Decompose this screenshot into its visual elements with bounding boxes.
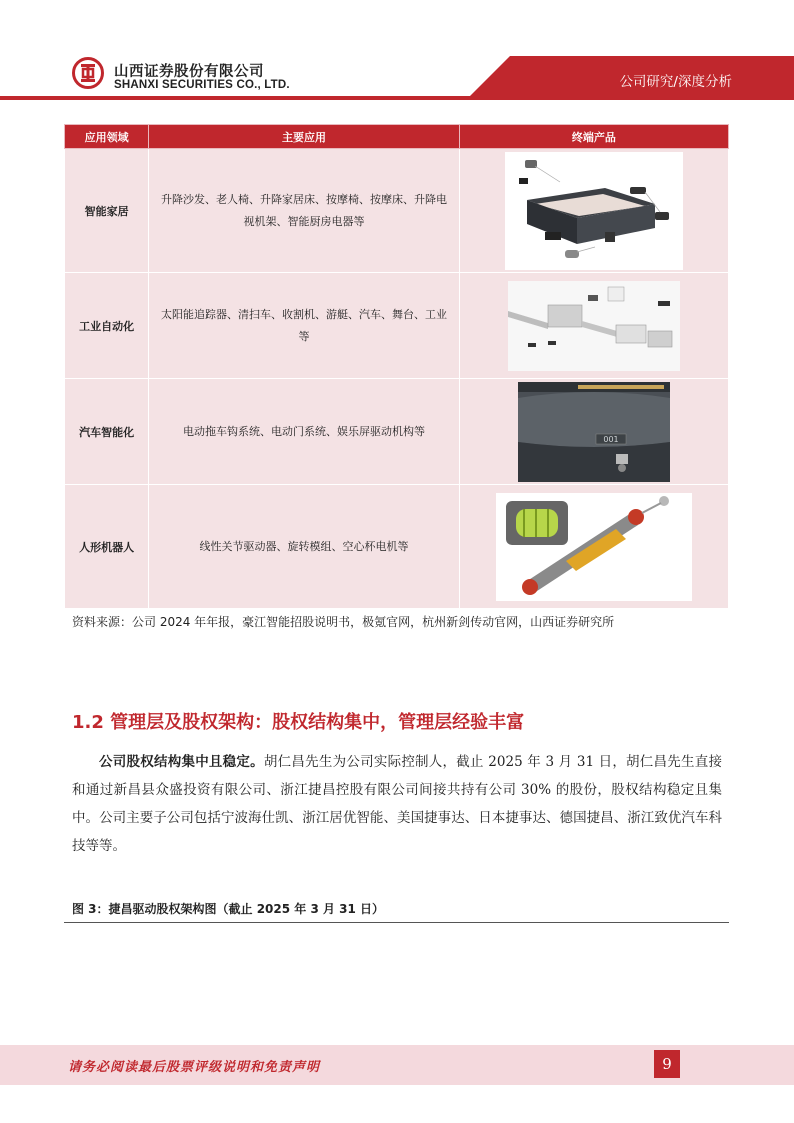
page-header [0,0,794,104]
page-number: 9 [654,1050,680,1078]
plate-number: 001 [603,434,619,444]
source-note: 资料来源：公司 2024 年年报，豪江智能招股说明书，极氪官网，杭州新剑传动官网，山西证券研究所 [72,615,615,629]
header-product: 终端产品 [459,125,728,149]
table-row [65,149,729,273]
figure-caption: 图 3：捷昌驱动股权架构图（截止 2025 年 3 月 31 日） [72,902,385,916]
section-title: 1.2 管理层及股权架构：股权结构集中，管理层经验丰富 [72,712,525,733]
smart-bed-image [505,152,683,270]
header-domain: 应用领域 [65,125,149,149]
report-type: 公司研究/深度分析 [619,74,732,90]
header-application: 主要应用 [149,125,460,149]
robot-actuator-image [496,493,692,601]
company-name-en: SHANXI SECURITIES CO., LTD. [114,79,290,91]
domain-cell: 工业自动化 [65,273,149,379]
figure-divider [64,922,729,923]
body-text: 胡仁昌先生为公司实际控制人，截止 2025 年 3 月 31 日，胡仁昌先生直接和通过新昌县众盛投资有限公司、浙江捷昌控股有限公司间接共持有公司 30% 的股份，股权结构稳定且集中。公司主要子公司包括宁波海仕凯、浙江居优智能、美国捷事达、日本捷事达、德国捷昌、浙江致优汽车科技等等。 [72,754,723,854]
product-cell [459,379,728,485]
car-tow-hook-image [518,382,670,482]
body-paragraph [72,748,722,860]
company-name-cn: 山西证券股份有限公司 [114,64,264,80]
lead-sentence: 公司股权结构集中且稳定。 [99,754,264,770]
application-cell: 电动拖车钩系统、电动门系统、娱乐屏驱动机构等 [149,379,460,485]
applications-table [64,124,729,609]
application-cell: 升降沙发、老人椅、升降家居床、按摩椅、按摩床、升降电视机架、智能厨房电器等 [149,149,460,273]
application-cell: 太阳能追踪器、清扫车、收割机、游艇、汽车、舞台、工业等 [149,273,460,379]
table-row [65,485,729,609]
industrial-automation-image [508,281,680,371]
table-header-row [65,125,729,149]
domain-cell: 智能家居 [65,149,149,273]
company-logo-icon [72,57,104,89]
table-row [65,379,729,485]
application-cell: 线性关节驱动器、旋转模组、空心杯电机等 [149,485,460,609]
product-cell [459,149,728,273]
domain-cell: 汽车智能化 [65,379,149,485]
table-row [65,273,729,379]
disclaimer-link[interactable]: 请务必阅读最后股票评级说明和免责声明 [68,1060,321,1075]
product-cell [459,273,728,379]
product-cell [459,485,728,609]
domain-cell: 人形机器人 [65,485,149,609]
